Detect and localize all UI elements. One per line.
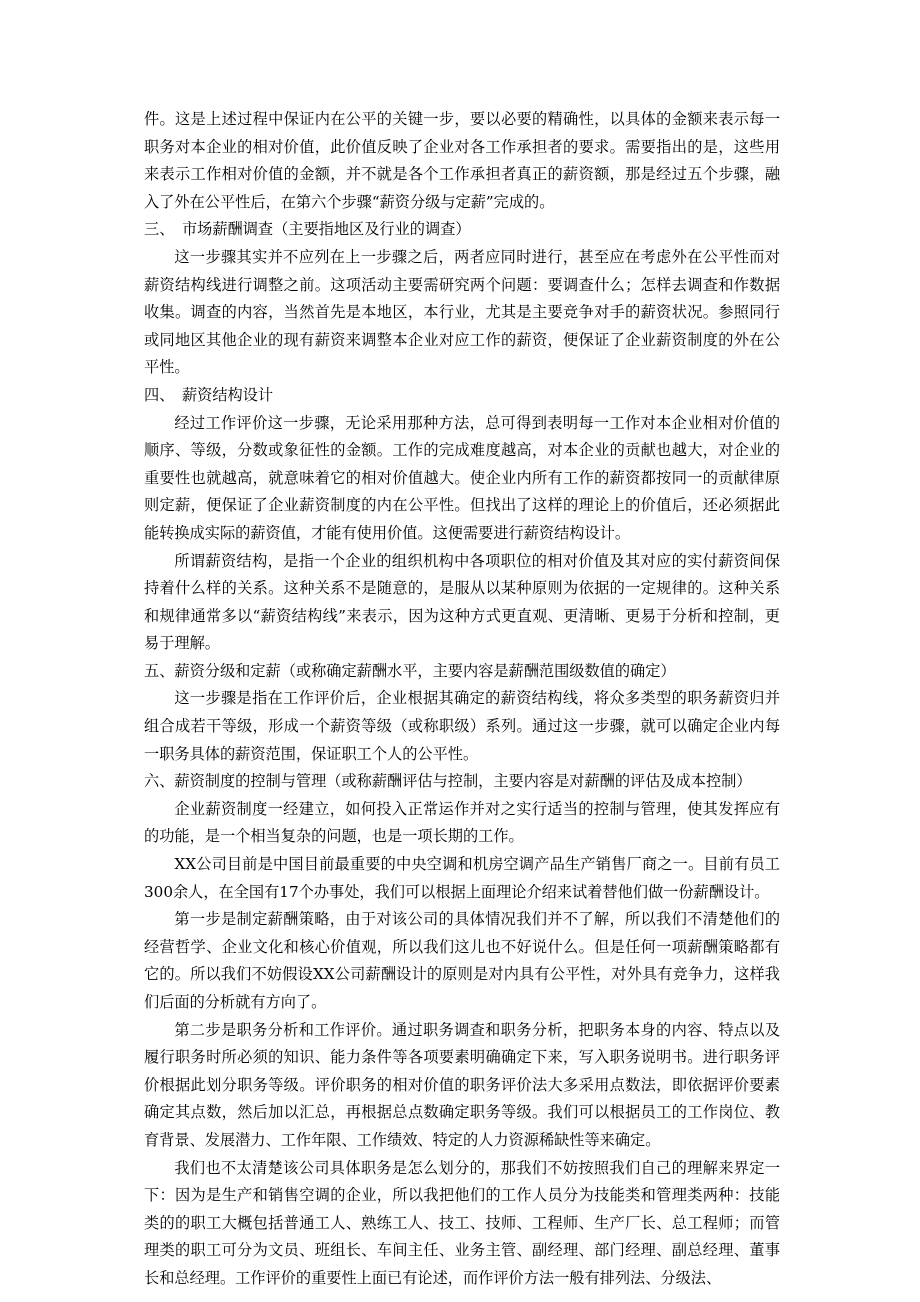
- paragraph-continued: 件。这是上述过程中保证内在公平的关键一步，要以必要的精确性，以具体的金额来表示每一职务对本企业的相对价值，此价值反映了企业对各工作承担者的要求。需要指出的是，这些用来表示工作相对价值的金额，并不就是各个工作承担者真正的薪资额，那是经过五个步骤，融入了外在公平性后，在第六个步骤“薪资分级与定薪”完成的。: [144, 110, 780, 211]
- paragraph: XX公司目前是中国目前最重要的中央空调和机房空调产品生产销售厂商之一。目前有员工300余人，在全国有17个办事处，我们可以根据上面理论介绍来试着替他们做一份薪酬设计。: [144, 855, 780, 901]
- paragraph: 经过工作评价这一步骤，无论采用那种方法，总可得到表明每一工作对本企业相对价值的顺序、等级，分数或象征性的金额。工作的完成难度越高，对本企业的贡献也越大，对企业的重要性也就越高，就意味着它的相对价值越大。使企业内所有工作的薪资都按同一的贡献律原则定薪，便保证了企业薪资制度的内在公平性。但找出了这样的理论上的价值后，还必须据此能转换成实际的薪资值，才能有使用价值。这便需要进行薪资结构设计。: [144, 413, 780, 542]
- paragraph: 这一步骤其实并不应列在上一步骤之后，两者应同时进行，甚至应在考虑外在公平性而对薪资结构线进行调整之前。这项活动主要需研究两个问题：要调查什么；怎样去调查和作数据收集。调查的内容，当然首先是本地区，本行业，尤其是主要竞争对手的薪资状况。参照同行或同地区其他企业的现有薪资来调整本企业对应工作的薪资，便保证了企业薪资制度的外在公平性。: [144, 247, 780, 377]
- paragraph: 所谓薪资结构，是指一个企业的组织机构中各项职位的相对价值及其对应的实付薪资间保持着什么样的关系。这种关系不是随意的，是服从以某种原则为依据的一定规律的。这种关系和规律通常多以“薪资结构线”来表示，因为这种方式更直观、更清晰、更易于分析和控制，更易于理解。: [144, 551, 780, 653]
- section-heading-6: 六、薪资制度的控制与管理（或称薪酬评估与控制，主要内容是对薪酬的评估及成本控制）: [144, 772, 752, 791]
- section-heading-5: 五、薪资分级和定薪（或称确定薪酬水平，主要内容是薪酬范围级数值的确定）: [144, 661, 676, 680]
- paragraph: 第二步是职务分析和工作评价。通过职务调查和职务分析，把职务本身的内容、特点以及履行职务时所必须的知识、能力条件等各项要素明确确定下来，写入职务说明书。进行职务评价根据此划分职务等级。评价职务的相对价值的职务评价法大多采用点数法，即依据评价要素确定其点数，然后加以汇总，再根据总点数确定职务等级。我们可以根据员工的工作岗位、教育背景、发展潜力、工作年限、工作绩效、特定的人力资源稀缺性等来确定。: [144, 1020, 780, 1149]
- document-page: [144, 106, 780, 1293]
- paragraph: 企业薪资制度一经建立，如何投入正常运作并对之实行适当的控制与管理，使其发挥应有的功能，是一个相当复杂的问题，也是一项长期的工作。: [144, 799, 780, 846]
- section-heading-3: 三、 市场薪酬调查（主要指地区及行业的调查）: [144, 220, 471, 239]
- paragraph: 第一步是制定薪酬策略，由于对该公司的具体情况我们并不了解，所以我们不清楚他们的经营哲学、企业文化和核心价值观，所以我们这儿也不好说什么。但是任何一项薪酬策略都有它的。所以我们不妨假设XX公司薪酬设计的原则是对内具有公平性，对外具有竞争力，这样我们后面的分析就有方向了。: [144, 910, 780, 1011]
- paragraph: 我们也不太清楚该公司具体职务是怎么划分的，那我们不妨按照我们自己的理解来界定一下：因为是生产和销售空调的企业，所以我把他们的工作人员分为技能类和管理类两种：技能类的的职工大概包括普通工人、熟练工人、技工、技师、工程师、生产厂长、总工程师；而管理类的职工可分为文员、班组长、车间主任、业务主管、副经理、部门经理、副总经理、董事长和总经理。工作评价的重要性上面已有论述，而作评价方法一般有排列法、分级法、: [144, 1158, 780, 1287]
- paragraph: 这一步骤是指在工作评价后，企业根据其确定的薪资结构线，将众多类型的职务薪资归并组合成若干等级，形成一个薪资等级（或称职级）系列。通过这一步骤，就可以确定企业内每一职务具体的薪资范围，保证职工个人的公平性。: [144, 689, 780, 763]
- section-heading-4: 四、 薪资结构设计: [144, 385, 274, 404]
